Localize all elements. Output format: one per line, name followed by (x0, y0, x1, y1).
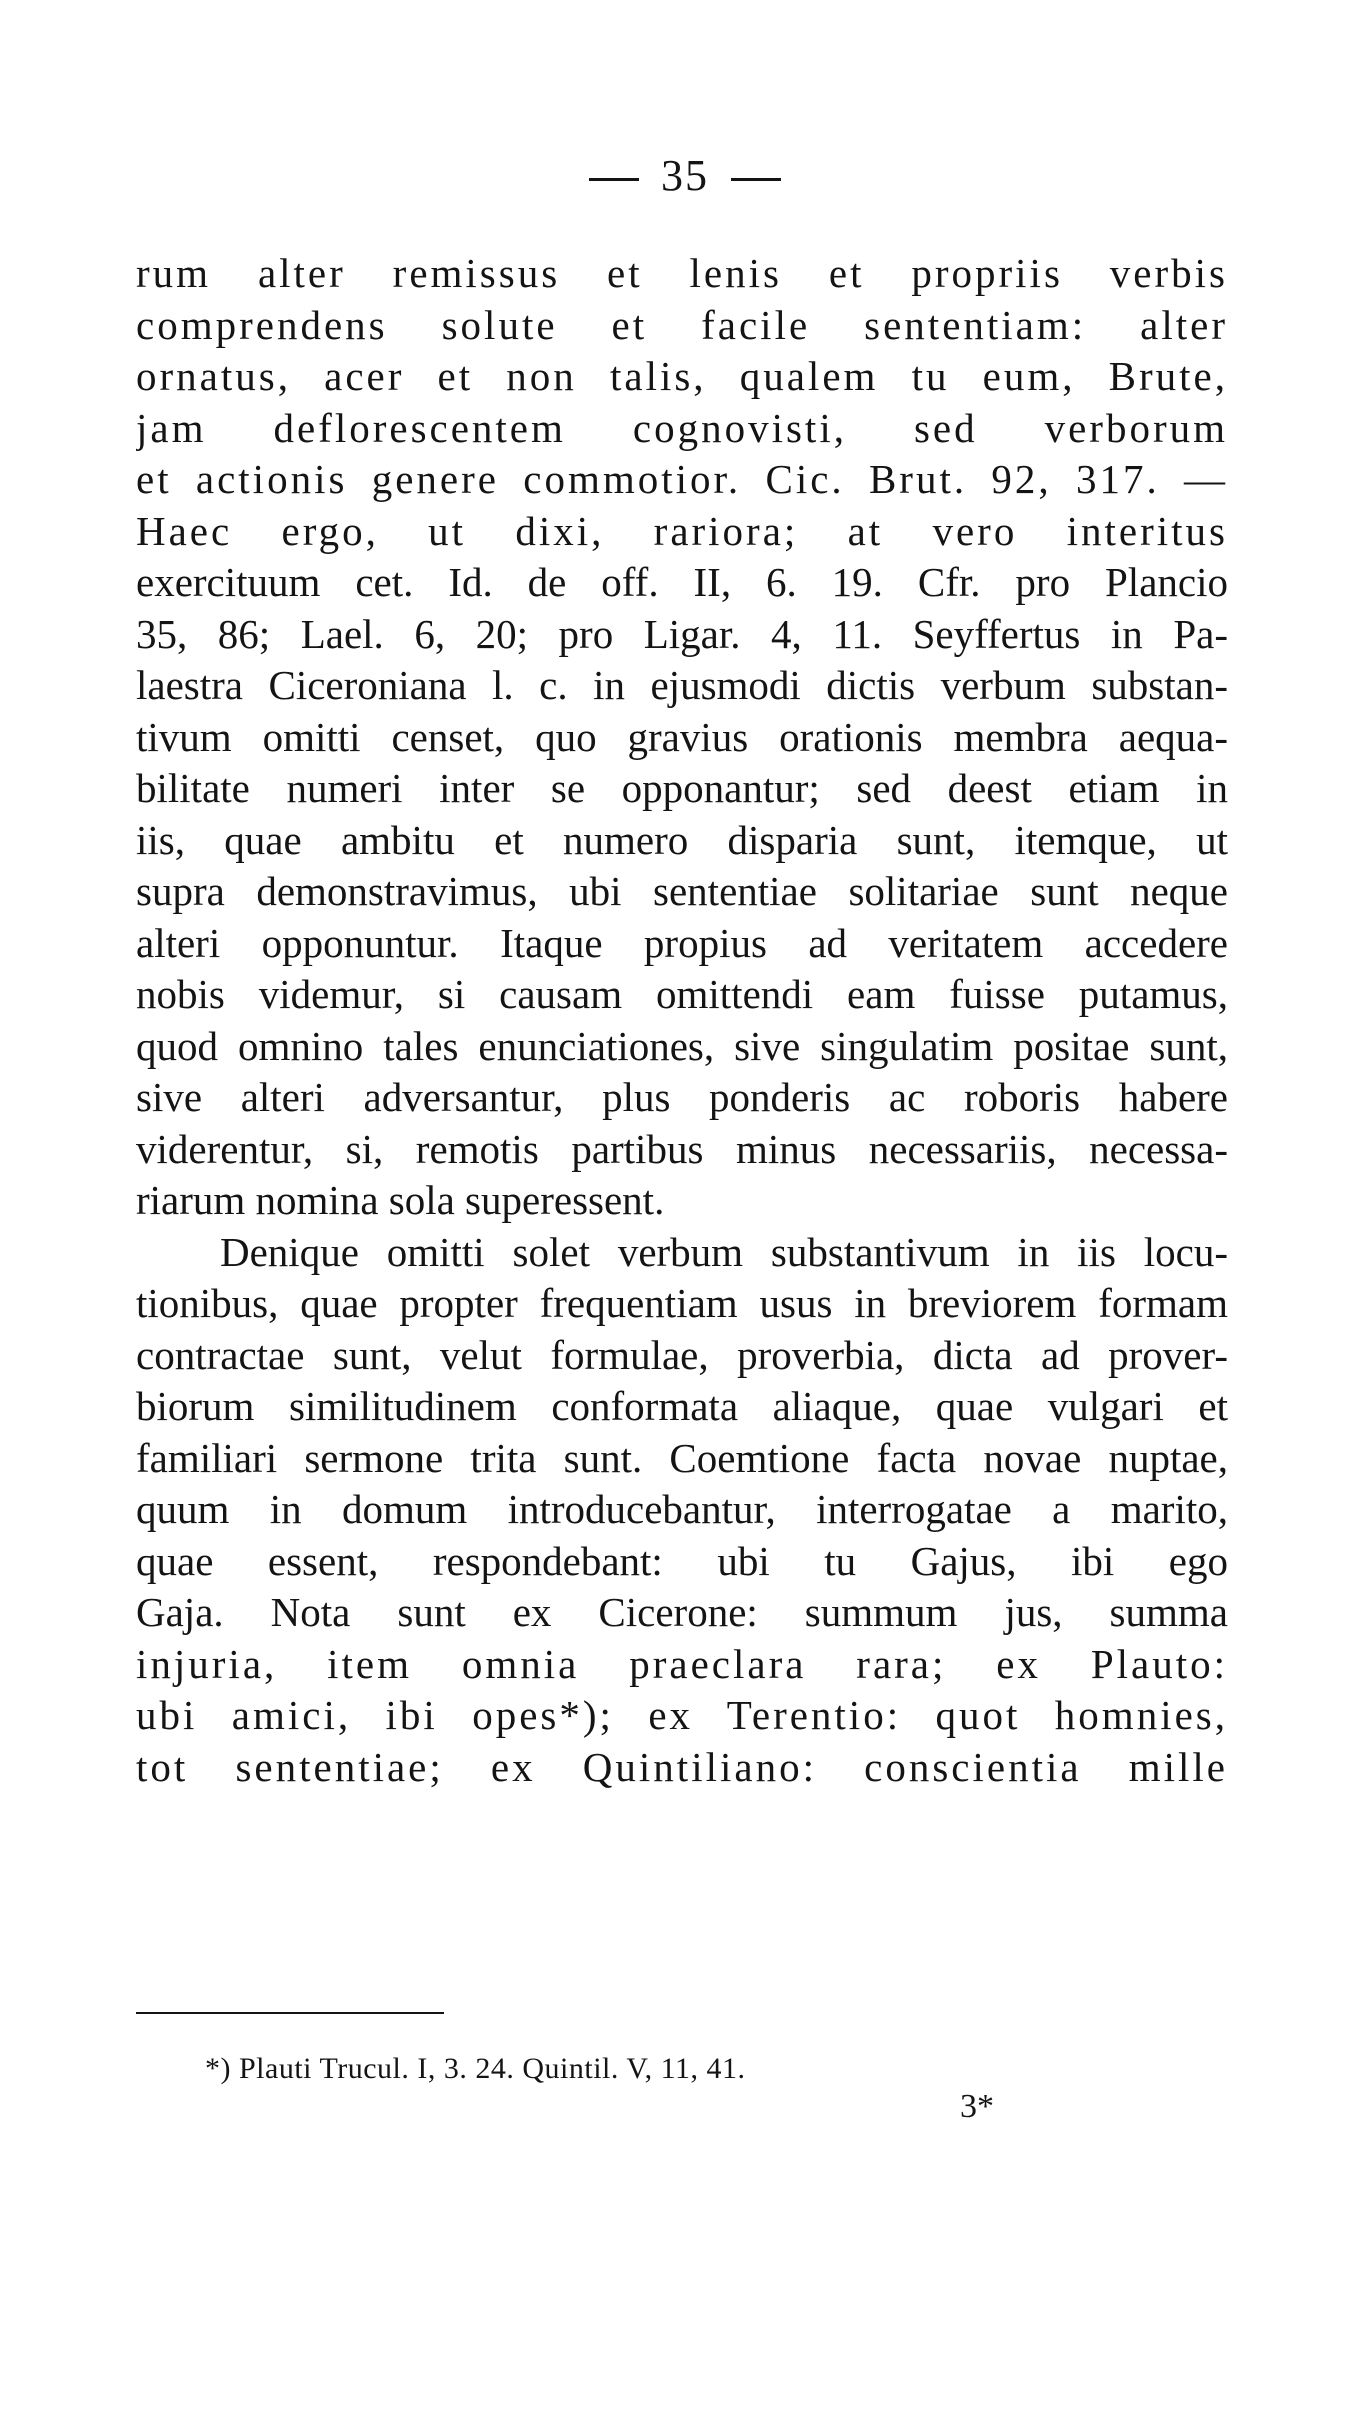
text-line: supra demonstravimus, ubi sententiae solitariae sunt neque (136, 868, 1228, 914)
text-line: tionibus, quae propter frequentiam usus in breviorem formam (136, 1280, 1228, 1326)
footnote: *) Plauti Trucul. I, 3. 24. Quintil. V, 11, 41. (205, 2052, 746, 2085)
header-dash-right (731, 178, 781, 181)
text-line: et actionis genere commotior. Cic. Brut. 92, 317. — (136, 456, 1228, 502)
text-line: rum alter remissus et lenis et propriis verbis (136, 250, 1228, 296)
text-line: sive alteri adversantur, plus ponderis ac roboris habere (136, 1074, 1228, 1120)
text-line: laestra Ciceroniana l. c. in ejusmodi dictis verbum substan- (136, 662, 1228, 708)
page-number: 35 (661, 151, 709, 200)
text-line: ubi amici, ibi opes*); ex Terentio: quot homnies, (136, 1692, 1228, 1738)
page-header (0, 150, 1370, 201)
header-dash-left (589, 178, 639, 181)
text-line: ornatus, acer et non talis, qualem tu eum, Brute, (136, 353, 1228, 399)
text-line: quod omnino tales enunciationes, sive singulatim positae sunt, (136, 1022, 1228, 1069)
text-line: comprendens solute et facile sententiam: alter (136, 301, 1228, 348)
text-line: alteri opponuntur. Itaque propius ad veritatem accedere (136, 919, 1228, 966)
text-line: contractae sunt, velut formulae, proverbia, dicta ad prover- (136, 1331, 1228, 1378)
text-line: quae essent, respondebant: ubi tu Gajus, ibi ego (136, 1537, 1228, 1584)
text-line: jam deflorescentem cognovisti, sed verborum (136, 404, 1228, 451)
text-line: iis, quae ambitu et numero disparia sunt, itemque, ut (136, 816, 1228, 863)
text-line: familiari sermone trita sunt. Coemtione facta novae nuptae, (136, 1434, 1228, 1481)
text-line: Gaja. Nota sunt ex Cicerone: summum jus, summa (136, 1589, 1228, 1635)
text-line: exercituum cet. Id. de off. II, 6. 19. Cfr. pro Plancio (136, 559, 1228, 605)
text-line: nobis videmur, si causam omittendi eam fuisse putamus, (136, 971, 1228, 1017)
text-line: tot sententiae; ex Quintiliano: conscientia mille (136, 1743, 1228, 1790)
text-line: 35, 86; Lael. 6, 20; pro Ligar. 4, 11. Seyffertus in Pa- (136, 610, 1228, 657)
footnote-divider (136, 2012, 444, 2014)
text-line: bilitate numeri inter se opponantur; sed deest etiam in (136, 765, 1228, 811)
text-line: riarum nomina sola superessent. (136, 1177, 665, 1223)
text-line: viderentur, si, remotis partibus minus necessariis, necessa- (136, 1125, 1228, 1172)
text-line: quum in domum introducebantur, interrogatae a marito, (136, 1486, 1228, 1532)
signature-mark: 3* (960, 2088, 994, 2125)
text-line: biorum similitudinem conformata aliaque, quae vulgari et (136, 1383, 1228, 1429)
text-line: tivum omitti censet, quo gravius orationis membra aequa- (136, 713, 1228, 760)
body-text (136, 248, 1228, 1793)
paragraph-first-line: Denique omitti solet verbum substantivum in iis locu- (220, 1228, 1228, 1275)
text-line: injuria, item omnia praeclara rara; ex Plauto: (136, 1640, 1228, 1687)
text-line: Haec ergo, ut dixi, rariora; at vero interitus (136, 507, 1228, 554)
